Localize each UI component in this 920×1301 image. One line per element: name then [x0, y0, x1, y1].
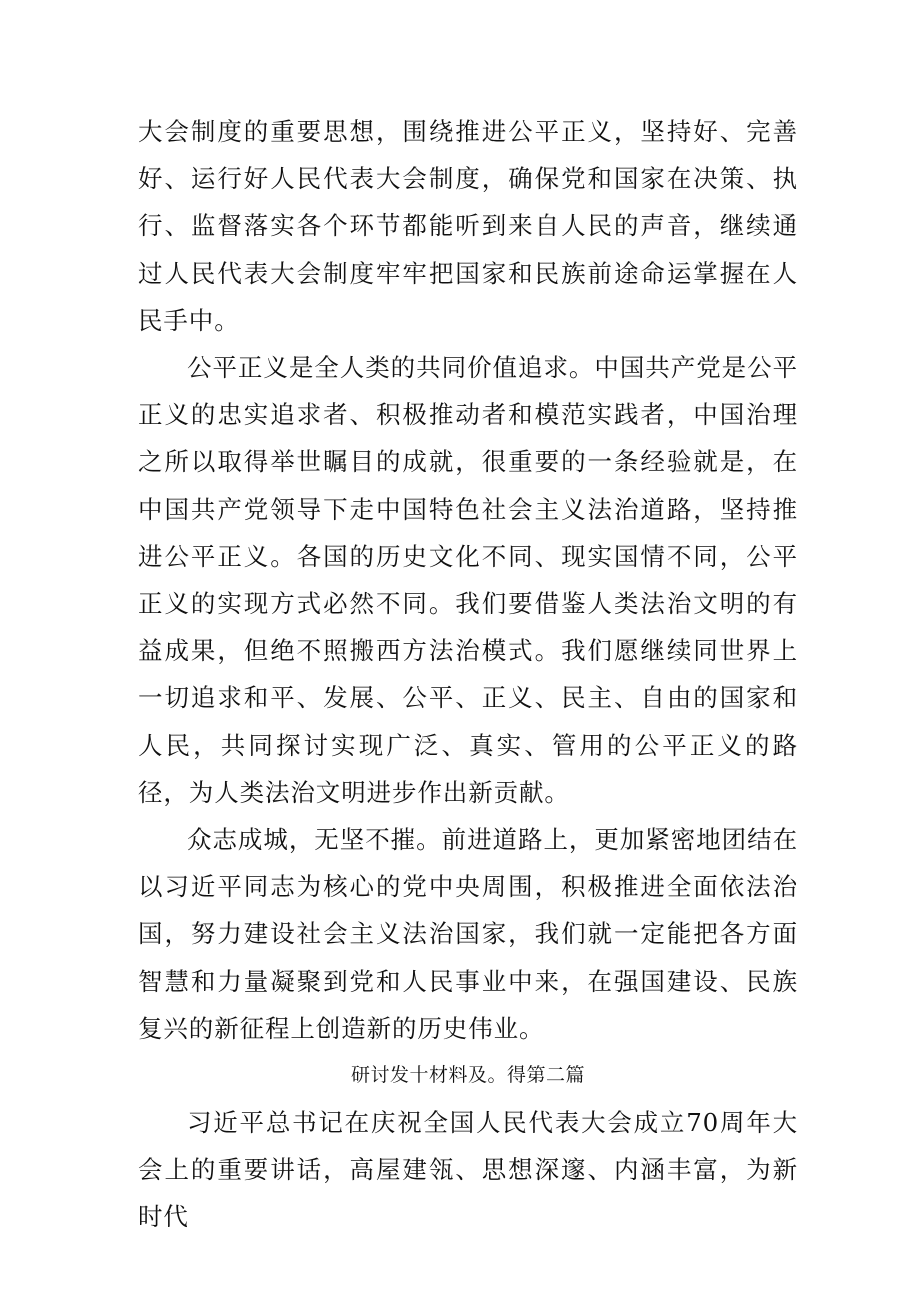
paragraph-continued: 大会制度的重要思想，围绕推进公平正义，坚持好、完善好、运行好人民代表大会制度，确保党和国家在决策、执行、监督落实各个环节都能听到来自人民的声音，继续通过人民代表大会制度牢牢把国家和民族前途命运掌握在人民手中。 [138, 117, 798, 335]
paragraph-unity: 众志成城，无坚不摧。前进道路上，更加紧密地团结在以习近平同志为核心的党中央周围，积极推进全面依法治国，努力建设社会主义法治国家，我们就一定能把各方面智慧和力量凝聚到党和人民事业中来，在强国建设、民族复兴的新征程上创造新的历史伟业。 [138, 825, 798, 1043]
document-page [138, 108, 798, 1241]
paragraph-fairness-justice: 公平正义是全人类的共同价值追求。中国共产党是公平正义的忠实追求者、积极推动者和模范实践者，中国治理之所以取得举世瞩目的成就，很重要的一条经验就是，在中国共产党领导下走中国特色社会主义法治道路，坚持推进公平正义。各国的历史文化不同、现实国情不同，公平正义的实现方式必然不同。我们要借鉴人类法治文明的有益成果，但绝不照搬西方法治模式。我们愿继续同世界上一切追求和平、发展、公平、正义、民主、自由的国家和人民，共同探讨实现广泛、真实、管用的公平正义的路径，为人类法治文明进步作出新贡献。 [138, 353, 798, 807]
paragraph-second-article: 习近平总书记在庆祝全国人民代表大会成立70周年大会上的重要讲话，高屋建瓴、思想深邃、内涵丰富，为新时代 [138, 1108, 798, 1232]
section-heading: 研讨发十材料及。得第二篇 [350, 1064, 585, 1087]
